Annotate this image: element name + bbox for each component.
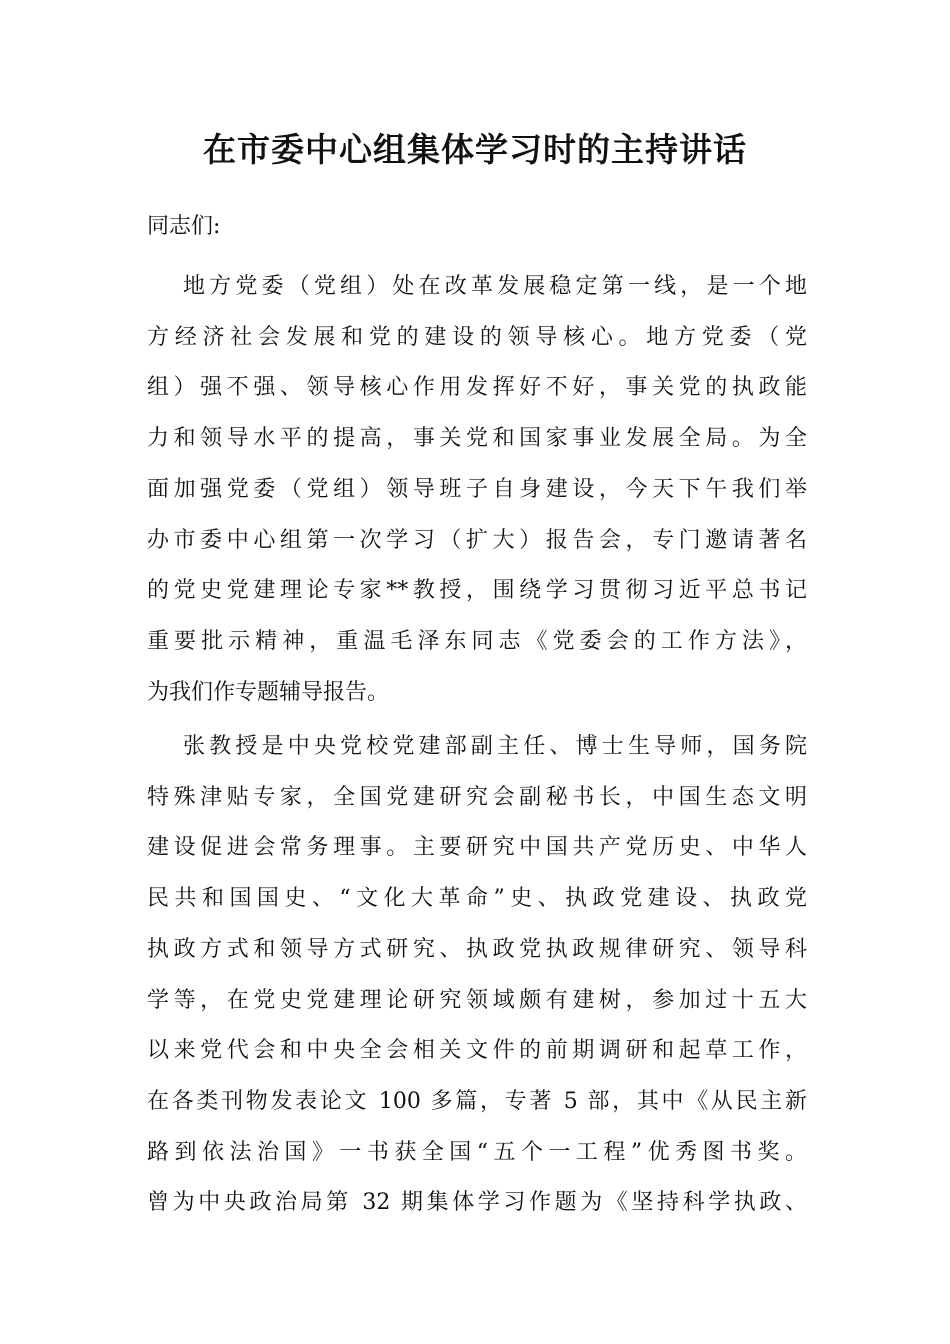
paragraph-1-line: 地方党委（党组）处在改革发展稳定第一线，是一个地 bbox=[183, 274, 807, 299]
paragraph-1 bbox=[147, 262, 807, 718]
paragraph-2-line: 民共和国国史、“文化大革命”史、执政党建设、执政党 bbox=[147, 886, 807, 912]
paragraph-2-line: 学等，在党史党建理论研究领域颇有建树，参加过十五大 bbox=[147, 987, 807, 1013]
paragraph-1-line: 组）强不强、领导核心作用发挥好不好，事关党的执政能 bbox=[147, 375, 807, 401]
salutation: 同志们: bbox=[147, 214, 221, 239]
paragraph-2-line: 在各类刊物发表论文 100 多篇，专著 5 部，其中《从民主新 bbox=[147, 1088, 807, 1114]
document-title: 在市委中心组集体学习时的主持讲话 bbox=[203, 130, 747, 169]
paragraph-2-line: 以来党代会和中央全会相关文件的前期调研和起草工作， bbox=[147, 1038, 807, 1064]
paragraph-2-line: 路到依法治国》一书获全国“五个一工程”优秀图书奖。 bbox=[147, 1139, 807, 1165]
paragraph-2-line: 执政方式和领导方式研究、执政党执政规律研究、领导科 bbox=[147, 936, 807, 962]
paragraph-1-line: 方经济社会发展和党的建设的领导核心。地方党委（党 bbox=[147, 324, 807, 350]
paragraph-1-line: 力和领导水平的提高，事关党和国家事业发展全局。为全 bbox=[147, 426, 807, 452]
paragraph-1-line: 的党史党建理论专家**教授，围绕学习贯彻习近平总书记 bbox=[147, 578, 807, 604]
paragraph-1-line: 重要批示精神，重温毛泽东同志《党委会的工作方法》， bbox=[147, 628, 807, 654]
paragraph-1-line: 面加强党委（党组）领导班子自身建设，今天下午我们举 bbox=[147, 476, 807, 502]
paragraph-2 bbox=[147, 722, 807, 1229]
paragraph-1-line: 为我们作专题辅导报告。 bbox=[147, 679, 390, 705]
paragraph-2-line: 特殊津贴专家，全国党建研究会副秘书长，中国生态文明 bbox=[147, 784, 807, 810]
paragraph-2-line: 张教授是中央党校党建部副主任、博士生导师，国务院 bbox=[183, 734, 807, 759]
paragraph-1-line: 办市委中心组第一次学习（扩大）报告会，专门邀请著名 bbox=[147, 527, 807, 553]
paragraph-2-line: 建设促进会常务理事。主要研究中国共产党历史、中华人 bbox=[147, 835, 807, 861]
paragraph-2-line: 曾为中央政治局第 32 期集体学习作题为《坚持科学执政、 bbox=[147, 1190, 807, 1216]
